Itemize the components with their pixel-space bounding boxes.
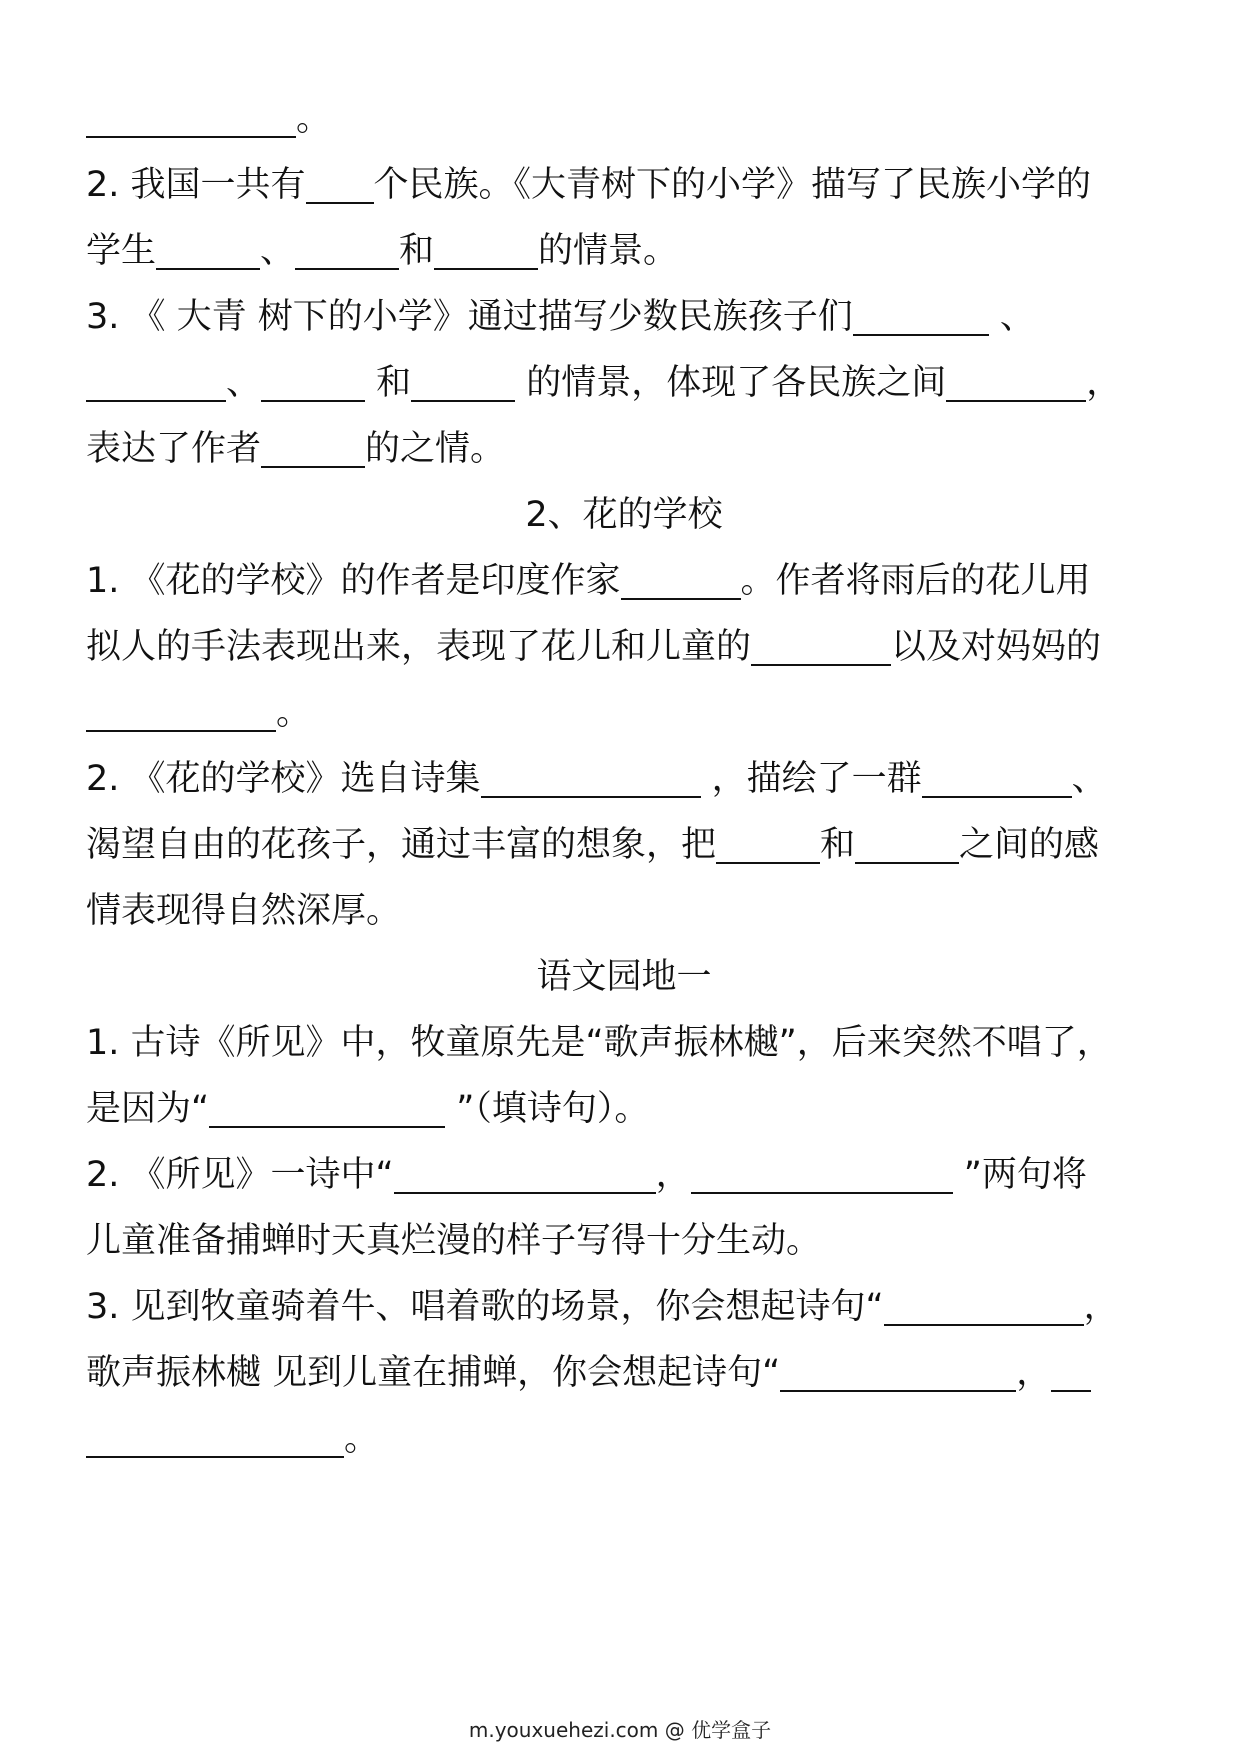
answer-blank[interactable]	[209, 1086, 445, 1128]
answer-blank[interactable]	[306, 162, 374, 204]
answer-blank[interactable]	[751, 624, 891, 666]
question-2-line-1: 2. 《所见》一诗中“ ， ”两句将	[86, 1142, 1162, 1208]
question-1-line-2: 是因为“ ”（填诗句）。	[86, 1076, 1162, 1142]
answer-blank[interactable]	[86, 360, 226, 402]
answer-blank[interactable]	[86, 1416, 344, 1458]
answer-blank[interactable]	[86, 96, 296, 138]
continued-answer-line: 。	[86, 86, 1162, 152]
question-3-line-3: 表达了作者 的之情。	[86, 416, 1162, 482]
question-2-line-1: 2. 《花的学校》选自诗集 ，描绘了一群 、	[86, 746, 1162, 812]
answer-blank[interactable]	[716, 822, 820, 864]
question-1-line-1: 1. 古诗《所见》中，牧童原先是“歌声振林樾”，后来突然不唱了，	[86, 1023, 1112, 1063]
question-1-line-2: 拟人的手法表现出来，表现了花儿和儿童的 以及对妈妈的	[86, 614, 1162, 680]
answer-blank[interactable]	[86, 690, 276, 732]
answer-blank[interactable]	[411, 360, 515, 402]
question-3-line-3: 。	[86, 1406, 1162, 1472]
answer-blank[interactable]	[481, 756, 701, 798]
answer-blank[interactable]	[434, 228, 538, 270]
answer-blank[interactable]	[156, 228, 260, 270]
question-1-line-1: 1. 《花的学校》的作者是印度作家 。作者将雨后的花儿用	[86, 548, 1162, 614]
question-3-line-1: 3. 《 大青 树下的小学》通过描写少数民族孩子们 、	[86, 284, 1162, 350]
answer-blank[interactable]	[855, 822, 959, 864]
answer-blank[interactable]	[261, 426, 365, 468]
section-title: 2、花的学校	[525, 495, 723, 535]
answer-blank[interactable]	[261, 360, 365, 402]
question-1-line-3: 。	[86, 680, 1162, 746]
question-2-line-1: 2. 我国一共有 个民族。《大青树下的小学》描写了民族小学的	[86, 152, 1162, 218]
answer-blank[interactable]	[1051, 1350, 1091, 1392]
answer-blank[interactable]	[295, 228, 399, 270]
answer-blank[interactable]	[853, 294, 989, 336]
answer-blank[interactable]	[946, 360, 1086, 402]
answer-blank[interactable]	[922, 756, 1072, 798]
question-3-line-2: 歌声振林樾 见到儿童在捕蝉，你会想起诗句“ ，	[86, 1340, 1162, 1406]
question-2-line-2: 儿童准备捕蝉时天真烂漫的样子写得十分生动。	[86, 1221, 822, 1261]
answer-blank[interactable]	[621, 558, 741, 600]
footer-watermark: m.youxuehezi.com @ 优学盒子	[468, 1718, 772, 1742]
section-title: 语文园地一	[536, 957, 712, 997]
answer-blank[interactable]	[780, 1350, 1016, 1392]
question-2-line-3: 情表现得自然深厚。	[86, 891, 402, 931]
worksheet-page	[86, 86, 1162, 1472]
question-3-line-2: 、 和 的情景，体现了各民族之间 ，	[86, 350, 1162, 416]
question-3-line-1: 3. 见到牧童骑着牛、唱着歌的场景，你会想起诗句“ ，	[86, 1274, 1162, 1340]
answer-blank[interactable]	[691, 1152, 953, 1194]
question-2-line-2: 渴望自由的花孩子，通过丰富的想象，把 和 之间的感	[86, 812, 1162, 878]
answer-blank[interactable]	[884, 1284, 1084, 1326]
question-2-line-2: 学生 、 和 的情景。	[86, 218, 1162, 284]
answer-blank[interactable]	[394, 1152, 656, 1194]
